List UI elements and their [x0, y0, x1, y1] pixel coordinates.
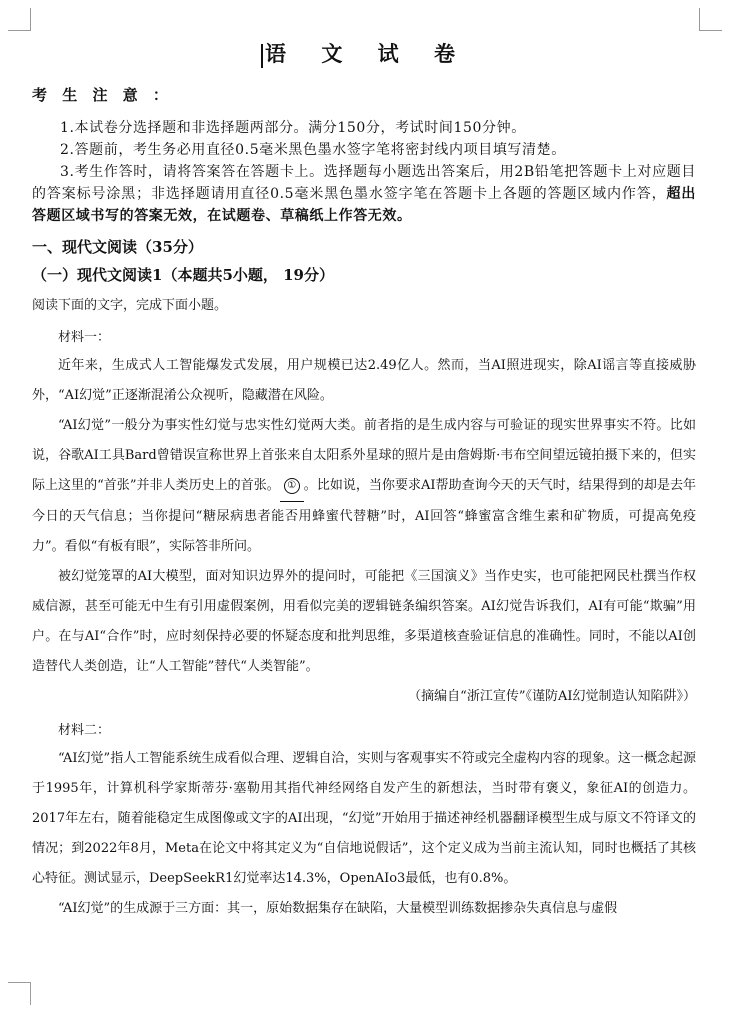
blank-number: ① — [284, 478, 300, 494]
material-2-paragraph-1: “AI幻觉”指人工智能系统生成看似合理、逻辑自洽，实则与客观事实不符或完全虚构内容的现象。这一概念起源于1995年，计算机科学家斯蒂芬·塞勒用其指代神经网络自发产生的新想法，当时带有褒义，象征AI的创造力。2017年左右，随着能稳定生成图像或文字的AI出现，“幻觉”开始用于描述神经机器翻译模型生成与原文不符译文的情况；到2022年8月，Meta在论文中将其定义为“自信地说假话”，这个定义成为当前主流认知，同时也概括了其核心特征。测试显示，DeepSeekR1幻觉率达14.3%，OpenAIo3最低，也有0.8%。 — [32, 751, 696, 886]
notice-item-2: 2.答题前，考生务必用直径0.5毫米黑色墨水签字笔将密封线内项目填写清楚。 — [60, 142, 566, 158]
material-1-paragraph-1: 近年来，生成式人工智能爆发式发展，用户规模已达2.49亿人。然而，当AI照进现实，除AI谣言等直接威胁外，“AI幻觉”正逐渐混淆公众视听，隐藏潜在风险。 — [32, 358, 696, 403]
reading-instruction: 阅读下面的文字，完成下面小题。 — [32, 298, 228, 313]
material-2-paragraph-2: “AI幻觉”的生成源于三方面：其一，原始数据集存在缺陷，大量模型训练数据掺杂失真信息与虚假 — [58, 901, 618, 916]
material-1-paragraph-3: 被幻觉笼罩的AI大模型，面对知识边界外的提问时，可能把《三国演义》当作史实，也可能把网民杜撰当作权威信源，甚至可能无中生有引用虚假案例，用看似完美的逻辑链条编织答案。AI幻觉告诉我们，AI有可能“欺骗”用户。在与AI“合作”时，应时刻保持必要的怀疑态度和批判思维，多渠道核查验证信息的准确性。同时，不能以AI创造替代人类创造，让“人工智能”替代“人类智能”。 — [32, 569, 696, 674]
page-title: 语 文 试 卷 — [0, 38, 730, 68]
notice-item-1: 1.本试卷分选择题和非选择题两部分。满分150分，考试时间150分钟。 — [60, 120, 526, 136]
material-2-label: 材料二： — [58, 723, 111, 738]
subsection-heading: （一）现代文阅读1（本题共5小题， 19分） — [32, 266, 334, 284]
page-fade-overlay — [0, 952, 730, 1013]
material-1-source: （摘编自“浙江宣传”《谨防AI幻觉制造认知陷阱》） — [408, 689, 696, 704]
notice-item-3: 3.考生作答时，请将答案答在答题卡上。选择题每小题选出答案后，用2B铅笔把答题卡上对应题目的答案标号涂黑；非选择题请用直径0.5毫米黑色墨水签字笔在答题卡上各题的答题区域内作答，超出答题区域书写的答案无效，在试题卷、草稿纸上作答无效。 — [32, 164, 696, 224]
notice-heading: 考 生 注 意 ： — [32, 86, 173, 104]
section-heading: 一、现代文阅读（35分） — [32, 238, 203, 256]
material-1-label: 材料一： — [58, 330, 111, 345]
crop-mark-top-left — [8, 8, 31, 31]
text-cursor — [261, 44, 263, 68]
material-1-paragraph-2: “AI幻觉”一般分为事实性幻觉与忠实性幻觉两大类。前者指的是生成内容与可验证的现实世界事实不符。比如说，谷歌AI工具Bard曾错误宣称世界上首张来自太阳系外星球的照片是由詹姆斯·韦布空间望远镜拍摄下来的，但实际上这里的“首张”并非人类历史上的首张。 ① 。比如说，当你要求AI帮助查询今天的天气时，结果得到的却是去年今日的天气信息；当你提问“糖尿病患者能否用蜂蜜代替糖”时，AI回答“蜂蜜富含维生素和矿物质，可提高免疫力”。看似“有板有眼”，实际答非所问。 — [32, 418, 696, 554]
fill-blank — [280, 471, 304, 502]
notice-list — [32, 117, 696, 227]
crop-mark-top-right — [699, 8, 722, 31]
notice-bold-warning: 超出答题区域书写的答案无效，在试题卷、草稿纸上作答无效。 — [32, 186, 696, 224]
document-body — [32, 84, 696, 924]
